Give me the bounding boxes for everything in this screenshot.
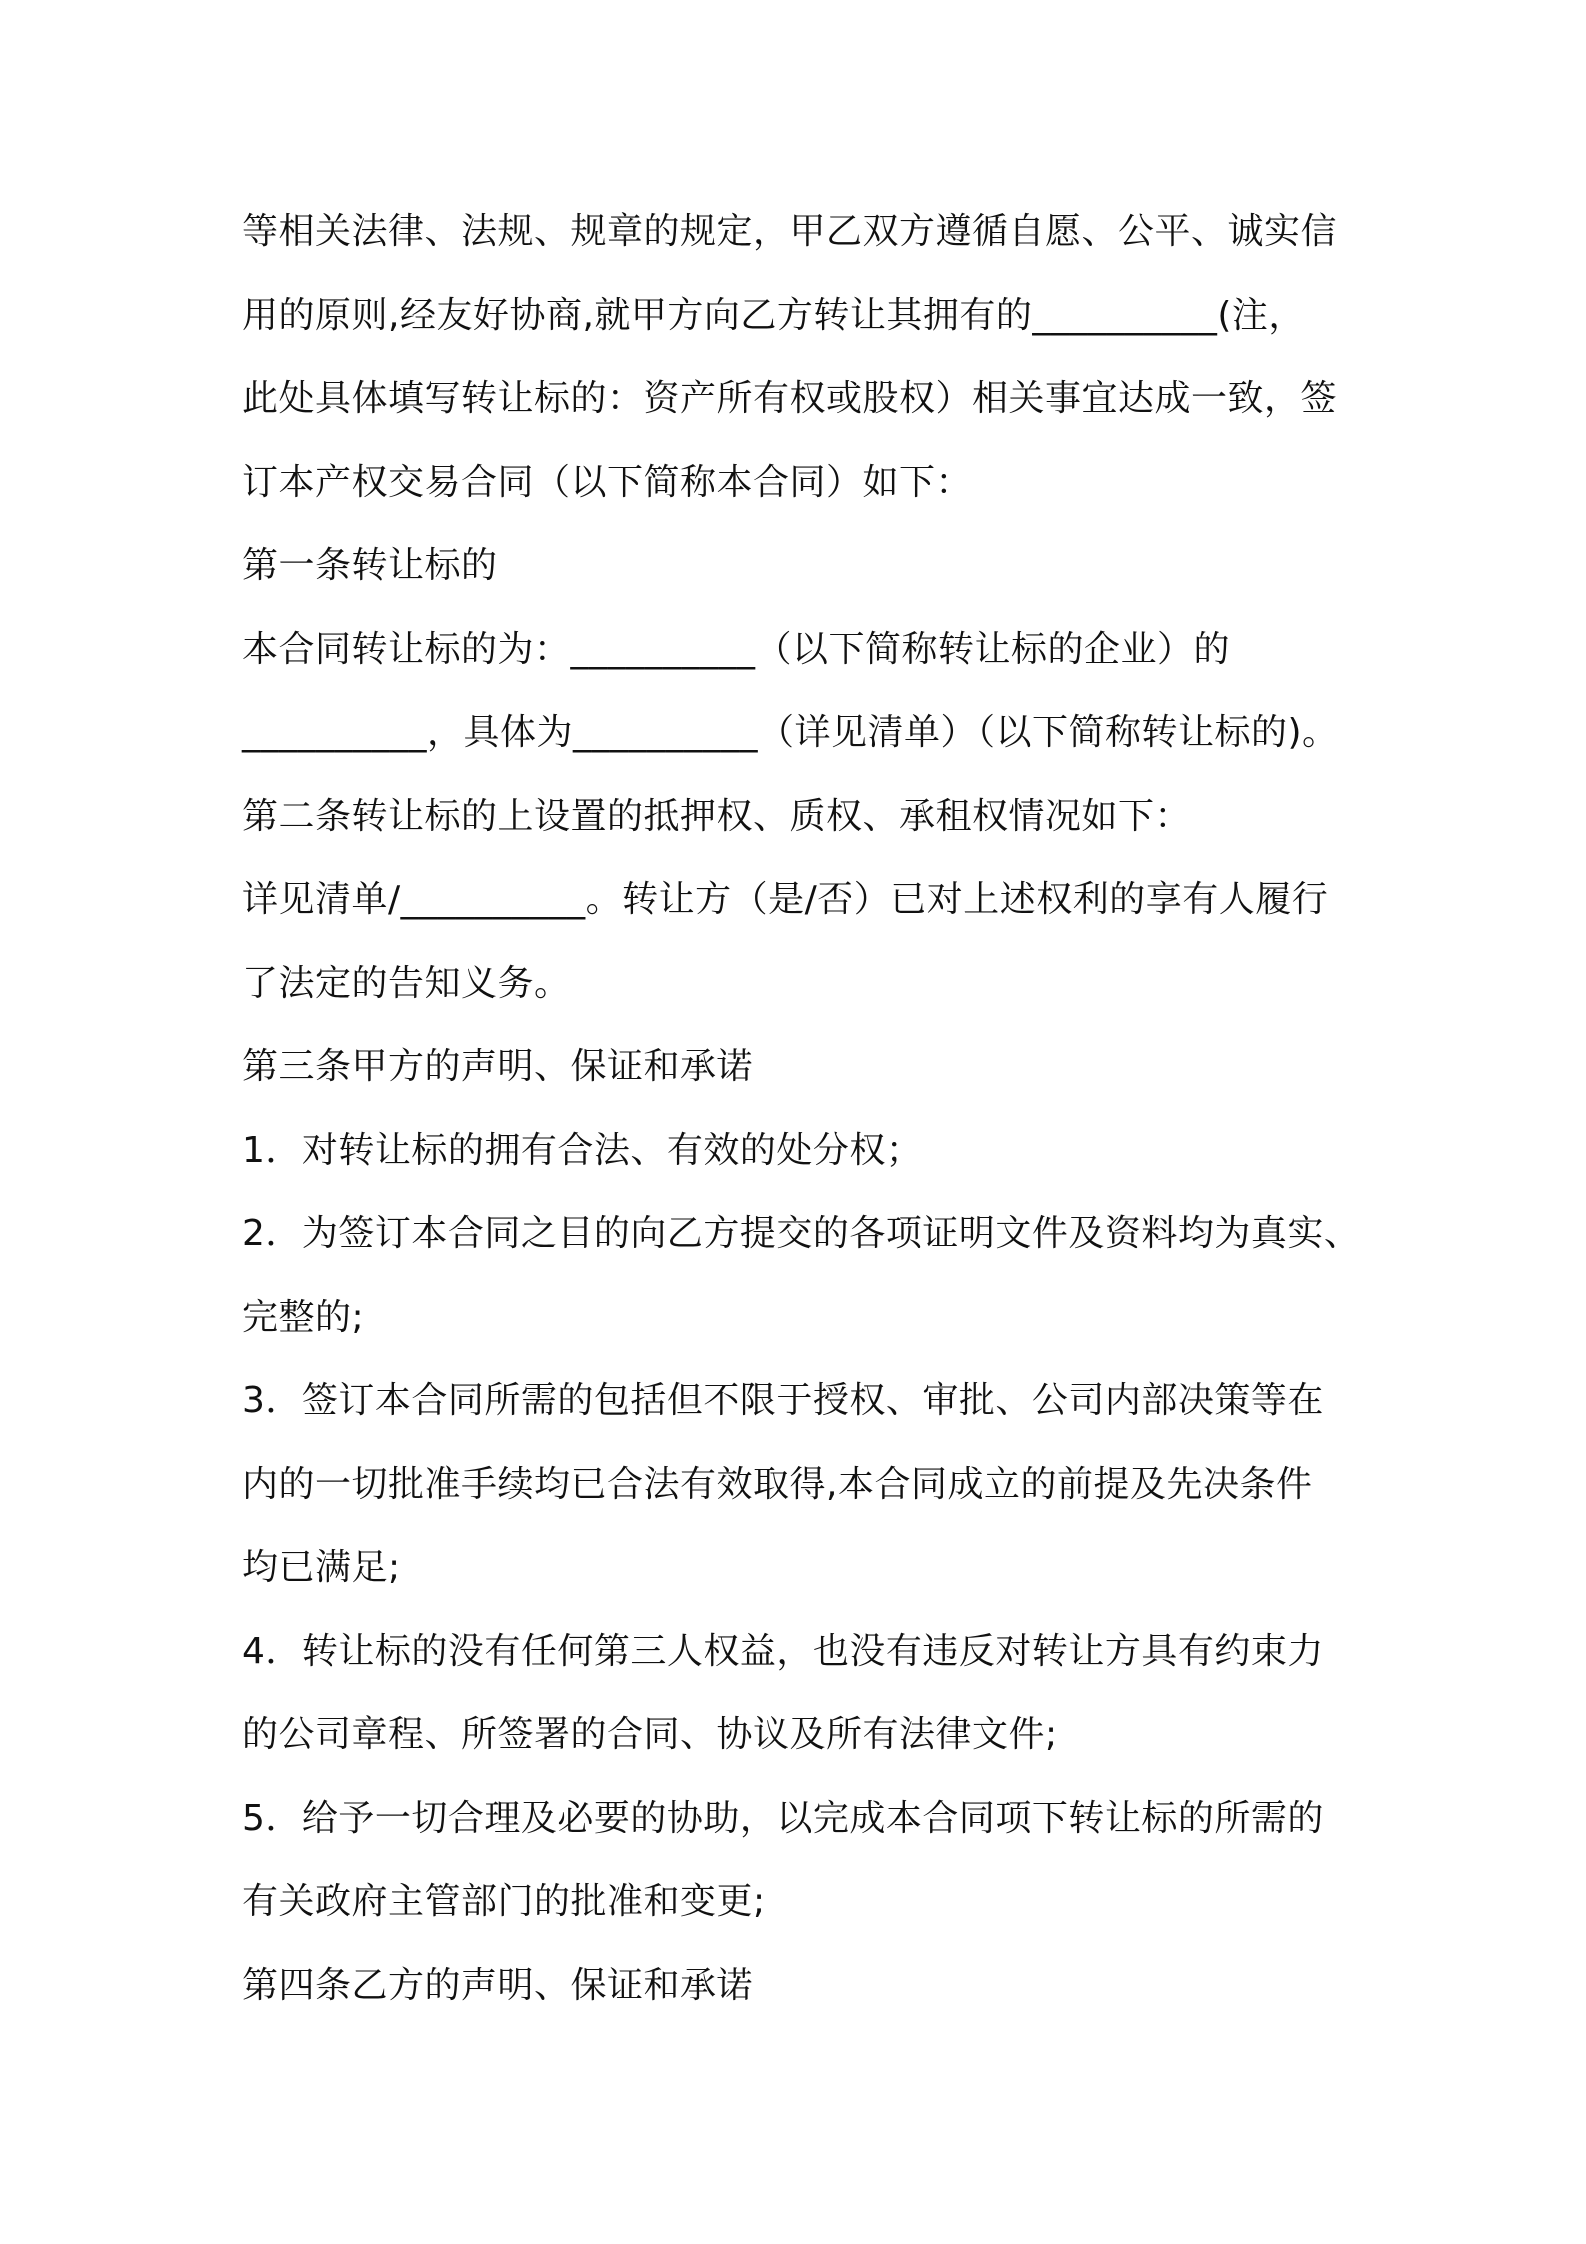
text-line: 用的原则,经友好协商,就甲方向乙方转让其拥有的__________(注， — [242, 294, 1305, 336]
list-item-continuation: 有关政府主管部门的批准和变更; — [242, 1881, 766, 1922]
list-item-continuation: 均已满足; — [242, 1547, 401, 1588]
list-item-continuation: 的公司章程、所签署的合同、协议及所有法律文件; — [242, 1714, 1058, 1755]
list-item-continuation: 内的一切批准手续均已合法有效取得,本合同成立的前提及先决条件 — [242, 1463, 1313, 1505]
text-line: 了法定的告知义务。 — [242, 962, 571, 1004]
section-heading: 第一条转让标的 — [242, 545, 498, 586]
list-item: 1．对转让标的拥有合法、有效的处分权； — [242, 1129, 923, 1171]
text-line: __________，具体为__________（详见清单）（以下简称转让标的)。 — [242, 712, 1339, 753]
section-heading: 第四条乙方的声明、保证和承诺 — [242, 1964, 754, 2006]
text-line: 本合同转让标的为：__________（以下简称转让标的企业）的 — [242, 628, 1231, 670]
list-item: 2．为签订本合同之目的向乙方提交的各项证明文件及资料均为真实、 — [242, 1213, 1361, 1254]
text-line: 订本产权交易合同（以下简称本合同）如下： — [242, 461, 973, 503]
text-line: 详见清单/__________。转让方（是/否）已对上述权利的享有人履行 — [242, 879, 1329, 920]
list-item: 4．转让标的没有任何第三人权益，也没有违反对转让方具有约束力 — [242, 1630, 1324, 1672]
section-heading: 第三条甲方的声明、保证和承诺 — [242, 1046, 754, 1087]
text-line: 等相关法律、法规、规章的规定，甲乙双方遵循自愿、公平、诚实信 — [242, 211, 1338, 252]
list-item: 3．签订本合同所需的包括但不限于授权、审批、公司内部决策等在 — [242, 1380, 1324, 1421]
document-body — [242, 190, 1382, 2027]
list-item: 5．给予一切合理及必要的协助，以完成本合同项下转让标的所需的 — [242, 1797, 1324, 1839]
text-line: 此处具体填写转让标的：资产所有权或股权）相关事宜达成一致，签 — [242, 378, 1338, 419]
list-item-continuation: 完整的; — [242, 1296, 365, 1338]
section-heading: 第二条转让标的上设置的抵押权、质权、承租权情况如下： — [242, 795, 1192, 837]
